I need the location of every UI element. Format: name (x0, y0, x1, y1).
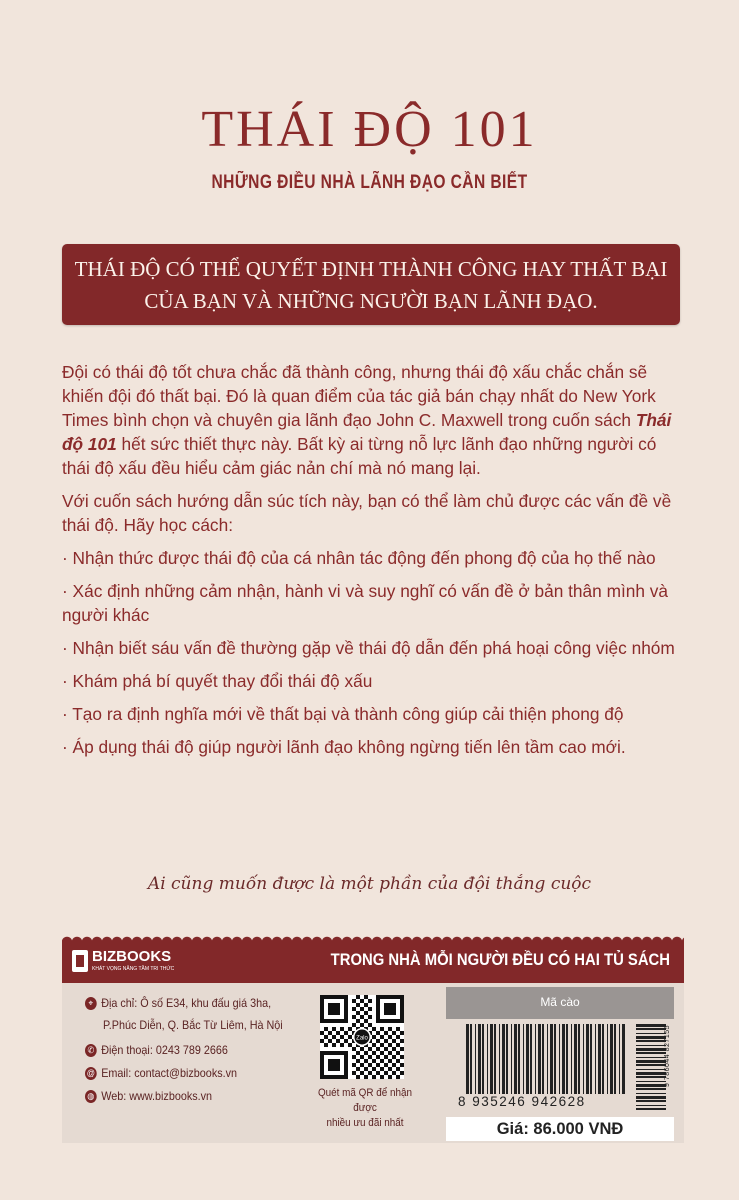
email-text: Email: contact@bizbooks.vn (101, 1066, 238, 1080)
isbn-number: 9 786044 827155 (664, 1025, 671, 1087)
bullet-item: · Tạo ra định nghĩa mới về thất bại và thành công giúp cải thiện phong độ (62, 704, 624, 724)
banner-line-2: CỦA BẠN VÀ NHỮNG NGƯỜI BẠN LÃNH ĐẠO. (144, 289, 598, 313)
book-subtitle: NHỮNG ĐIỀU NHÀ LÃNH ĐẠO CẦN BIẾT (211, 172, 528, 193)
book-title-emphasis: Thái độ 101 (62, 410, 672, 454)
address-text: Địa chỉ: Ô số E34, khu đấu giá 3ha, (101, 996, 272, 1010)
email-line (85, 1066, 237, 1080)
price-label: Giá: 86.000 VNĐ (446, 1117, 674, 1141)
zalo-logo-label: Zalo (356, 1035, 368, 1042)
qr-caption-line: nhiều ưu đãi nhất (326, 1117, 404, 1129)
phone-icon: ✆ (85, 1044, 97, 1057)
address-line-1 (85, 996, 271, 1010)
paragraph-text: hết sức thiết thực này. Bất kỳ ai từng nỗ lực lãnh đạo những người có thái độ xấu đều hiểu cảm giác nản chí mà nó mang lại. (62, 434, 657, 478)
phone-text: Điện thoại: 0243 789 2666 (101, 1043, 228, 1057)
bullet-item: · Xác định những cảm nhận, hành vi và suy nghĩ có vấn đề ở bản thân mình và người khác (62, 581, 669, 625)
bizbooks-logo-icon (72, 950, 88, 972)
globe-icon: ◍ (85, 1090, 97, 1103)
barcode-number: 8 935246 942628 (458, 1094, 586, 1109)
qr-caption-line: Quét mã QR để nhận được (317, 1087, 413, 1114)
intro-paragraph: Với cuốn sách hướng dẫn súc tích này, bạn có thể làm chủ được các vấn đề về thái độ. Hãy học cách: (62, 491, 672, 535)
description-paragraph (62, 360, 687, 480)
qr-code[interactable] (320, 995, 404, 1079)
qr-caption (307, 1086, 424, 1131)
banner-line-1: THÁI ĐỘ CÓ THỂ QUYẾT ĐỊNH THÀNH CÔNG HAY THẤT BẠI (74, 257, 668, 281)
tagline-banner (62, 244, 680, 325)
bullet-item: · Khám phá bí quyết thay đổi thái độ xấu (62, 671, 373, 691)
address-line-2: P.Phúc Diễn, Q. Bắc Từ Liêm, Hà Nội (103, 1018, 283, 1032)
barcode (466, 1024, 626, 1094)
logo-name: BIZBOOKS (92, 948, 172, 965)
email-icon: @ (86, 1068, 95, 1079)
bullet-item: · Nhận thức được thái độ của cá nhân tác động đến phong độ của họ thế nào (62, 548, 656, 568)
description-body (62, 360, 687, 768)
paragraph-text: Đội có thái độ tốt chưa chắc đã thành công, nhưng thái độ xấu chắc chắn sẽ khiến đội đó thất bại. Đó là quan điểm của tác giả bán chạy nhất do New York Times bình chọn và chuyên gia lãnh đạo John C. Maxwell trong cuốn sách (62, 362, 656, 430)
publisher-logo (72, 946, 175, 978)
isbn-barcode (636, 1024, 666, 1110)
logo-tagline: KHÁT VỌNG NÂNG TẦM TRI THỨC (92, 966, 175, 972)
web-text: Web: www.bizbooks.vn (101, 1089, 213, 1103)
bullet-item: · Nhận biết sáu vấn đề thường gặp về thái độ dẫn đến phá hoại công việc nhóm (62, 638, 675, 658)
bullet-item: · Áp dụng thái độ giúp người lãnh đạo không ngừng tiến lên tầm cao mới. (62, 737, 626, 757)
web-line (85, 1089, 212, 1103)
phone-line (85, 1043, 228, 1057)
scratch-code-label: Mã cào (446, 987, 674, 1019)
location-pin-icon: ⌖ (85, 997, 97, 1010)
publisher-slogan: TRONG NHÀ MỖI NGƯỜI ĐỀU CÓ HAI TỦ SÁCH (330, 951, 670, 969)
book-title: THÁI ĐỘ 101 (201, 101, 538, 158)
script-quote: Ai cũng muốn được là một phần của đội thắng cuộc (147, 874, 592, 894)
